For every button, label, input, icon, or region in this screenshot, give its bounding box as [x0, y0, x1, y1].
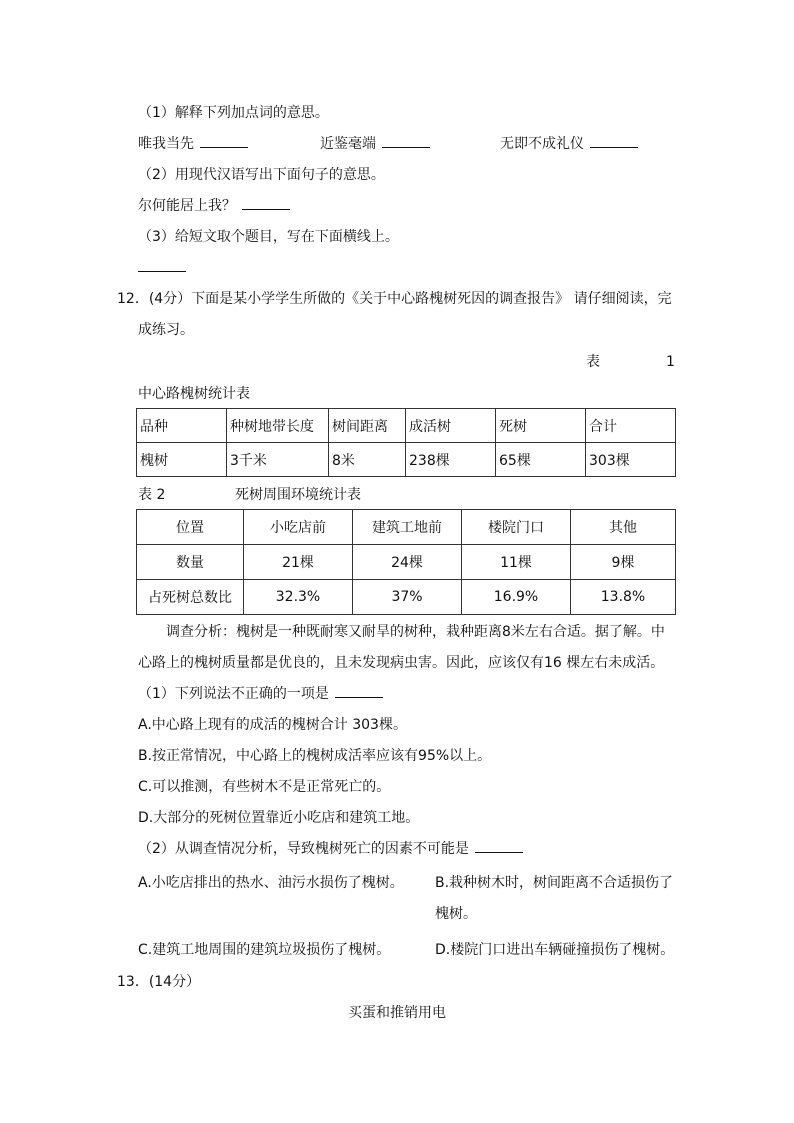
q11-word-1: 唯我当先 [138, 134, 248, 154]
option-d: D.大部分的死树位置靠近小吃店和建筑工地。 [138, 810, 420, 826]
table-header-row [137, 409, 676, 443]
table-cell: 11棵 [462, 545, 571, 580]
table-cell: 24棵 [353, 545, 462, 580]
table-cell: 死树 [496, 409, 586, 443]
answer-blank[interactable] [590, 134, 638, 148]
answer-blank[interactable] [200, 134, 248, 148]
dead-tree-environment-table [136, 509, 676, 615]
sub2-option-d: D.楼院门口进出车辆碰撞损伤了槐树。 [435, 942, 675, 958]
option-b: B.按正常情况，中心路上的槐树成活率应该有95%以上。 [138, 748, 492, 764]
sub2-option-a: A.小吃店排出的热水、油污水损伤了槐树。 [138, 875, 404, 891]
table-cell: 13.8% [571, 580, 676, 615]
table2-title: 死树周围环境统计表 [235, 487, 361, 503]
table-cell: 建筑工地前 [353, 510, 462, 545]
answer-blank[interactable] [138, 258, 186, 272]
table-cell: 楼院门口 [462, 510, 571, 545]
table-cell: 位置 [137, 510, 244, 545]
table-cell: 其他 [571, 510, 676, 545]
tree-stats-table [136, 408, 676, 477]
table-cell: 21棵 [244, 545, 353, 580]
table-cell: 成活树 [406, 409, 496, 443]
sub2-option-b-cont: 槐树。 [435, 906, 477, 922]
analysis-line2: 心路上的槐树质量都是优良的，且未发现病虫害。因此，应该仅有16 棵左右未成活。 [138, 655, 665, 671]
analysis-line1: 调查分析：槐树是一种既耐寒又耐旱的树种，栽种距离8米左右合适。据了解。中 [166, 624, 665, 640]
option-c: C.可以推测，有些树木不是正常死亡的。 [138, 779, 391, 795]
answer-blank[interactable] [335, 684, 383, 698]
table-cell: 9棵 [571, 545, 676, 580]
table-cell: 小吃店前 [244, 510, 353, 545]
table-row [137, 443, 676, 477]
q12-sub1: （1）下列说法不正确的一项是 [138, 684, 383, 704]
table-cell: 8米 [329, 443, 406, 477]
answer-blank[interactable] [242, 196, 290, 210]
table-cell: 品种 [137, 409, 227, 443]
table-cell: 65棵 [496, 443, 586, 477]
table-cell: 16.9% [462, 580, 571, 615]
q12-stem-line1: 12．(4分）下面是某小学学生所做的《关于中心路槐树死因的调查报告》 请仔细阅读，完 [117, 291, 672, 307]
table-cell: 238棵 [406, 443, 496, 477]
table1-title: 中心路槐树统计表 [138, 386, 250, 402]
table-cell: 占死树总数比 [137, 580, 244, 615]
q11-word-3: 无即不成礼仪 [500, 134, 638, 154]
option-a: A.中心路上现有的成活的槐树合计 303棵。 [138, 717, 407, 733]
table-cell: 3千米 [227, 443, 329, 477]
table-cell: 数量 [137, 545, 244, 580]
table-cell: 32.3% [244, 580, 353, 615]
q11-word-2: 近鉴毫端 [320, 134, 430, 154]
sub2-option-b: B.栽种树木时，树间距离不合适损伤了 [435, 875, 674, 891]
q13-title: 买蛋和推销用电 [348, 1005, 446, 1021]
table2-label: 表 2 [138, 487, 166, 503]
q11-title-line [138, 258, 186, 278]
table1-caption-number: 1 [666, 354, 675, 370]
q13-label: 13．(14分） [117, 974, 201, 990]
q12-stem-line2: 成练习。 [138, 322, 194, 338]
table-cell: 种树地带长度 [227, 409, 329, 443]
q12-sub2: （2）从调查情况分析，导致槐树死亡的因素不可能是 [138, 839, 523, 859]
q11-sub2: （2）用现代汉语写出下面句子的意思。 [138, 167, 385, 183]
q11-sub1: （1）解释下列加点词的意思。 [138, 105, 329, 121]
answer-blank[interactable] [475, 839, 523, 853]
table-header-row [137, 510, 676, 545]
table-cell: 合计 [586, 409, 676, 443]
answer-blank[interactable] [382, 134, 430, 148]
table-row [137, 580, 676, 615]
table-cell: 37% [353, 580, 462, 615]
table-cell: 303棵 [586, 443, 676, 477]
table-row [137, 545, 676, 580]
table-cell: 树间距离 [329, 409, 406, 443]
q11-sub3: （3）给短文取个题目，写在下面横线上。 [138, 229, 399, 245]
sub2-option-c: C.建筑工地周围的建筑垃圾损伤了槐树。 [138, 942, 391, 958]
q11-sentence: 尔何能居上我？ [138, 196, 290, 216]
table1-caption-label: 表 [586, 354, 600, 370]
table-cell: 槐树 [137, 443, 227, 477]
